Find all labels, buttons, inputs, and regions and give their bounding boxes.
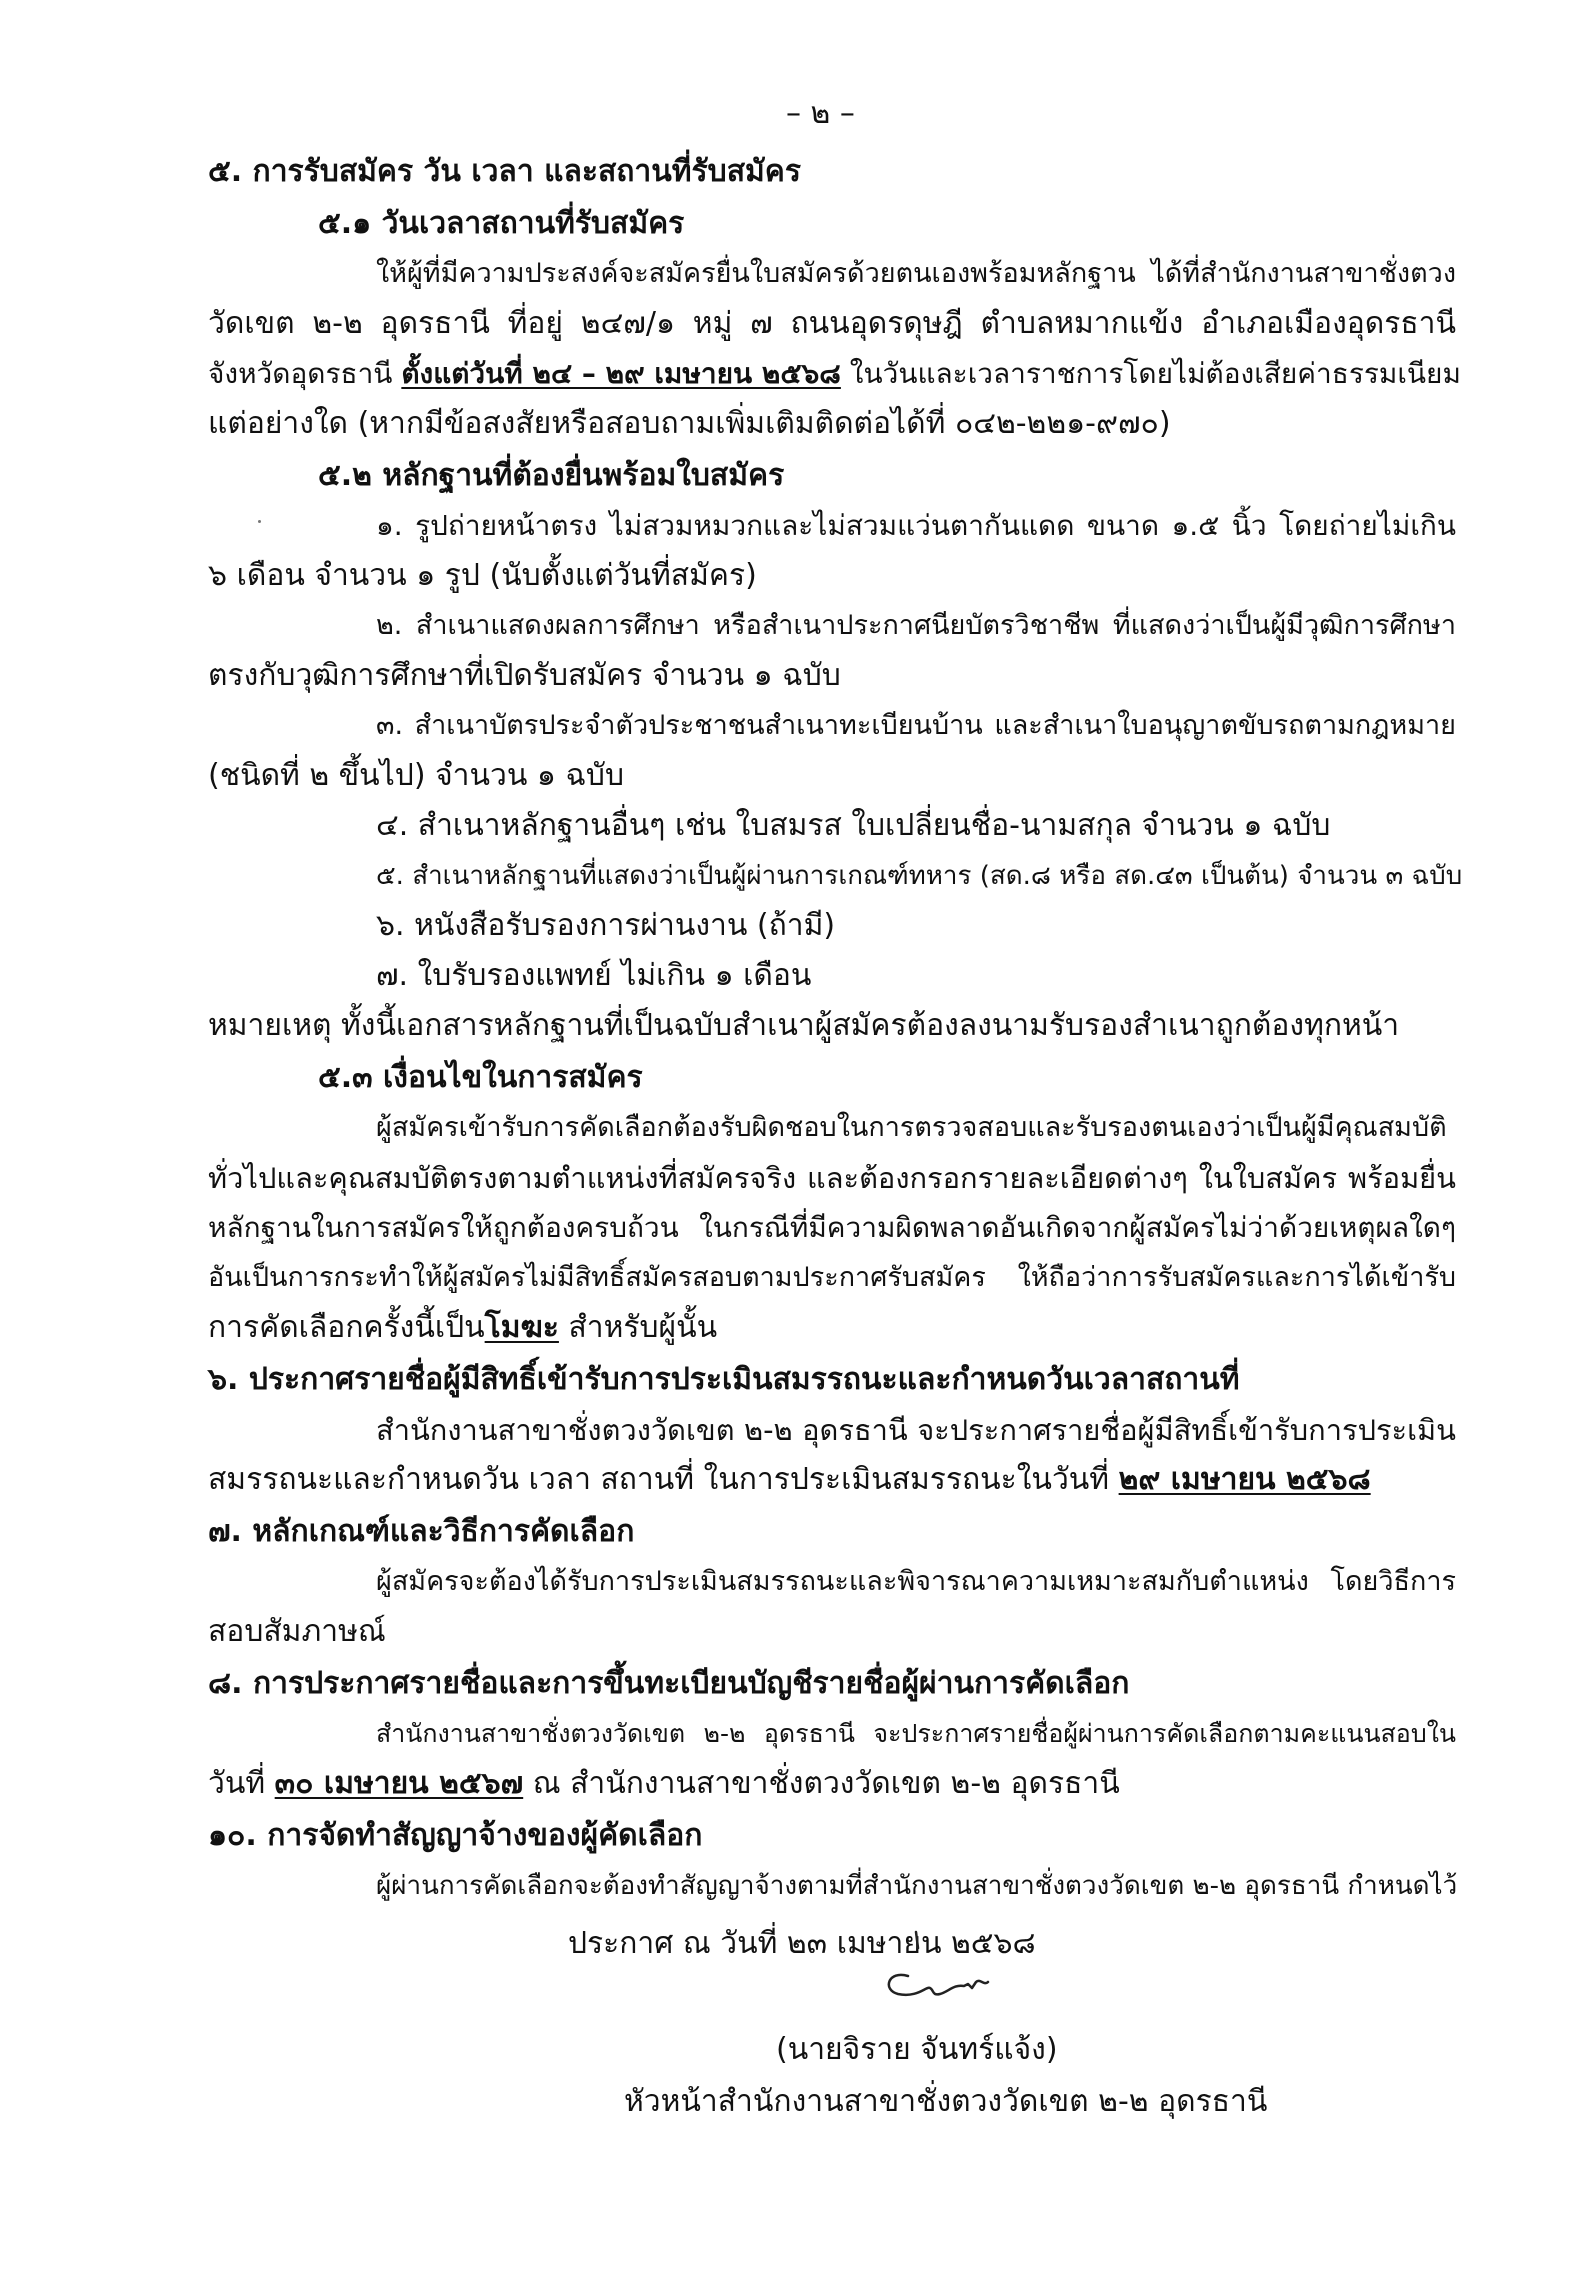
signature xyxy=(868,1890,1018,2000)
section-8-heading: ๘. การประกาศรายชื่อและการขึ้นทะเบียนบัญชีรายชื่อผู้ผ่านการคัดเลือก xyxy=(208,1666,1130,1701)
document-item: ๔. สำเนาหลักฐานอื่นๆ เช่น ใบสมรส ใบเปลี่ยนชื่อ-นามสกุล จำนวน ๑ ฉบับ xyxy=(376,808,1331,843)
assessment-date: ๒๙ เมษายน ๒๕๖๘ xyxy=(1118,1462,1371,1497)
document-item: ๕. สำเนาหลักฐานที่แสดงว่าเป็นผู้ผ่านการเกณฑ์ทหาร (สด.๘ หรือ สด.๔๓ เป็นต้น) จำนวน ๓ ฉบับ xyxy=(376,861,1463,891)
document-item: ๗. ใบรับรองแพทย์ ไม่เกิน ๑ เดือน xyxy=(376,958,812,993)
section-5-3-line: ทั่วไปและคุณสมบัติตรงตามตำแหน่งที่สมัครจริง และต้องกรอกรายละเอียดต่างๆ ในใบสมัคร พร้อมยื่น xyxy=(208,1161,1456,1195)
note: หมายเหตุ ทั้งนี้เอกสารหลักฐานที่เป็นฉบับสำเนาผู้สมัครต้องลงนามรับรองสำเนาถูกต้องทุกหน้า xyxy=(208,1008,1400,1043)
section-5-heading: ๕. การรับสมัคร วัน เวลา และสถานที่รับสมัคร xyxy=(208,154,801,189)
section-5-1-line: จังหวัดอุดรธานี ตั้งแต่วันที่ ๒๔ – ๒๙ เมษายน ๒๕๖๘ ในวันและเวลาราชการโดยไม่ต้องเสียค่าธรรมเนียม xyxy=(208,357,1461,390)
section-10-line: ผู้ผ่านการคัดเลือกจะต้องทำสัญญาจ้างตามที่สำนักงานสาขาชั่งตวงวัดเขต ๒-๒ อุดรธานี กำหนดไว้ xyxy=(376,1871,1458,1901)
document-item: ๒. สำเนาแสดงผลการศึกษา หรือสำเนาประกาศนียบัตรวิชาชีพ ที่แสดงว่าเป็นผู้มีวุฒิการศึกษา xyxy=(376,610,1456,641)
section-7-line: สอบสัมภาษณ์ xyxy=(208,1614,386,1649)
result-date: ๓๐ เมษายน ๒๕๖๗ xyxy=(274,1766,524,1801)
section-5-3-line: อันเป็นการกระทำให้ผู้สมัครไม่มีสิทธิ์สมัครสอบตามประกาศรับสมัคร ให้ถือว่าการรับสมัครและการได้เข้ารับ xyxy=(208,1262,1456,1293)
section-5-2-heading: ๕.๒ หลักฐานที่ต้องยื่นพร้อมใบสมัคร xyxy=(318,458,785,493)
section-5-1-line: วัดเขต ๒-๒ อุดรธานี ที่อยู่ ๒๔๗/๑ หมู่ ๗ ถนนอุดรดุษฎี ตำบลหมากแข้ง อำเภอเมืองอุดรธานี xyxy=(208,306,1456,341)
signer-title: หัวหน้าสำนักงานสาขาชั่งตวงวัดเขต ๒-๒ อุดรธานี xyxy=(624,2084,1268,2119)
document-item: ๓. สำเนาบัตรประจำตัวประชาชนสำเนาทะเบียนบ้าน และสำเนาใบอนุญาตขับรถตามกฎหมาย xyxy=(376,710,1456,741)
document-item: ๖. หนังสือรับรองการผ่านงาน (ถ้ามี) xyxy=(376,908,836,943)
section-8-line: สำนักงานสาขาชั่งตวงวัดเขต ๒-๒ อุดรธานี จะประกาศรายชื่อผู้ผ่านการคัดเลือกตามคะแนนสอบใน xyxy=(376,1719,1456,1748)
announcement-date: ประกาศ ณ วันที่ ๒๓ เมษายน ๒๕๖๘ xyxy=(568,1926,1036,1961)
void-word: โมฆะ xyxy=(484,1310,559,1345)
section-6-heading: ๖. ประกาศรายชื่อผู้มีสิทธิ์เข้ารับการประเมินสมรรถนะและกำหนดวันเวลาสถานที่ xyxy=(208,1362,1240,1397)
section-8-line: วันที่ ๓๐ เมษายน ๒๕๖๗ ณ สำนักงานสาขาชั่งตวงวัดเขต ๒-๒ อุดรธานี xyxy=(208,1766,1120,1801)
document-item: ตรงกับวุฒิการศึกษาที่เปิดรับสมัคร จำนวน ๑ ฉบับ xyxy=(208,658,841,693)
scan-speck xyxy=(258,520,261,523)
section-5-3-line: การคัดเลือกครั้งนี้เป็นโมฆะ สำหรับผู้นั้น xyxy=(208,1310,718,1345)
section-5-3-line: ผู้สมัครเข้ารับการคัดเลือกต้องรับผิดชอบในการตรวจสอบและรับรองตนเองว่าเป็นผู้มีคุณสมบัติ xyxy=(376,1112,1447,1143)
section-7-line: ผู้สมัครจะต้องได้รับการประเมินสมรรถนะและพิจารณาความเหมาะสมกับตำแหน่ง โดยวิธีการ xyxy=(376,1566,1456,1597)
application-period: ตั้งแต่วันที่ ๒๔ – ๒๙ เมษายน ๒๕๖๘ xyxy=(401,357,841,390)
page-number: – ๒ – xyxy=(786,96,855,131)
document-item: ๖ เดือน จำนวน ๑ รูป (นับตั้งแต่วันที่สมัคร) xyxy=(208,558,757,593)
section-5-3-heading: ๕.๓ เงื่อนไขในการสมัคร xyxy=(318,1060,643,1095)
document-item: ๑. รูปถ่ายหน้าตรง ไม่สวมหมวกและไม่สวมแว่นตากันแดด ขนาด ๑.๕ นิ้ว โดยถ่ายไม่เกิน xyxy=(376,509,1456,542)
section-5-3-line: หลักฐานในการสมัครให้ถูกต้องครบถ้วน ในกรณีที่มีความผิดพลาดอันเกิดจากผู้สมัครไม่ว่าด้วยเหตุผลใดๆ xyxy=(208,1211,1456,1244)
document-item: (ชนิดที่ ๒ ขึ้นไป) จำนวน ๑ ฉบับ xyxy=(208,758,624,793)
section-10-heading: ๑๐. การจัดทำสัญญาจ้างของผู้คัดเลือก xyxy=(208,1818,703,1853)
signer-name: (นายจิราย จันทร์แจ้ง) xyxy=(776,2032,1058,2067)
section-5-1-line: ให้ผู้ที่มีความประสงค์จะสมัครยื่นใบสมัครด้วยตนเองพร้อมหลักฐาน ได้ที่สำนักงานสาขาชั่งตวง xyxy=(376,258,1456,289)
section-5-1-heading: ๕.๑ วันเวลาสถานที่รับสมัคร xyxy=(318,206,685,241)
section-5-1-line: แต่อย่างใด (หากมีข้อสงสัยหรือสอบถามเพิ่มเติมติดต่อได้ที่ ๐๔๒-๒๒๑-๙๗๐) xyxy=(208,406,1171,441)
section-7-heading: ๗. หลักเกณฑ์และวิธีการคัดเลือก xyxy=(208,1514,635,1549)
section-6-line: สำนักงานสาขาชั่งตวงวัดเขต ๒-๒ อุดรธานี จะประกาศรายชื่อผู้มีสิทธิ์เข้ารับการประเมิน xyxy=(376,1413,1456,1447)
section-6-line: สมรรถนะและกำหนดวัน เวลา สถานที่ ในการประเมินสมรรถนะในวันที่ ๒๙ เมษายน ๒๕๖๘ xyxy=(208,1462,1371,1497)
